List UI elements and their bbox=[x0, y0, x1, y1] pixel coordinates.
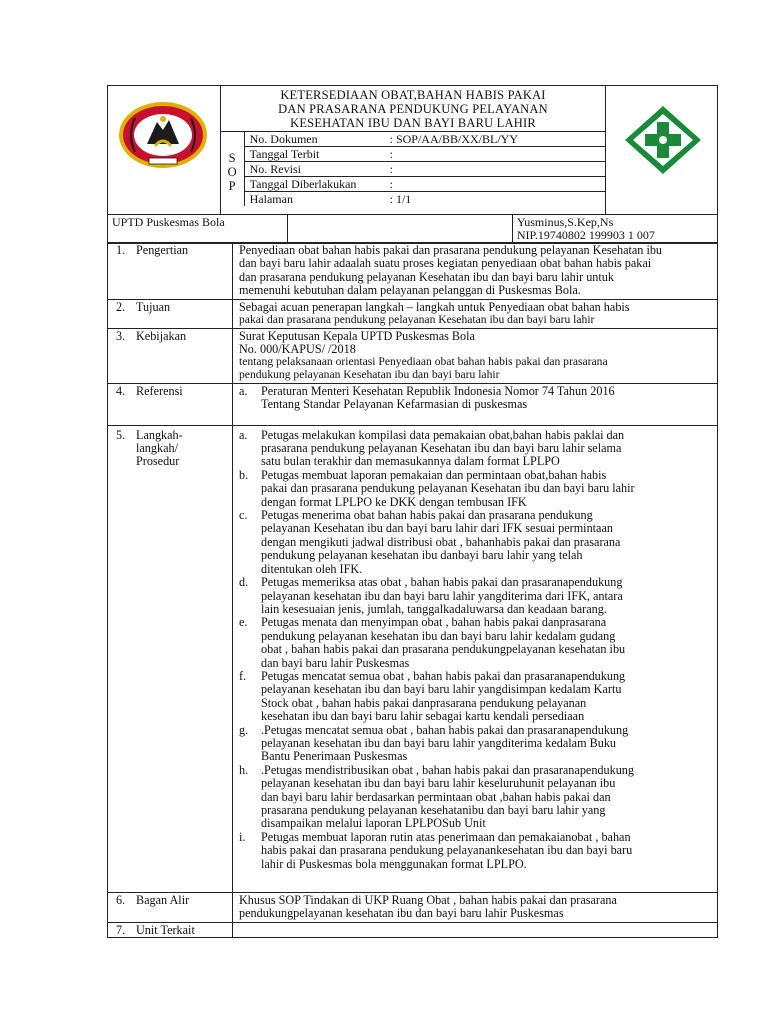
procedure-step bbox=[239, 670, 713, 724]
right-logo-cell bbox=[606, 86, 718, 215]
row-bagan-alir bbox=[108, 892, 718, 922]
section-label: Unit Terkait bbox=[136, 922, 195, 937]
sop-header-table bbox=[107, 85, 718, 215]
text-line: prasarana pendukung pelayanan Kesehatan ibu dan bayi baru lahir selama bbox=[261, 441, 622, 456]
list-marker: d. bbox=[239, 575, 249, 590]
procedure-step bbox=[239, 764, 713, 831]
section-number: 7. bbox=[116, 922, 126, 937]
text-line: lahir di Puskesmas bola menggunakan format LPLPO. bbox=[261, 856, 527, 871]
text-line: pendukung pelayanan Kesehatan ibu dan bayi baru lahir bbox=[239, 368, 500, 382]
blank-cell bbox=[288, 215, 513, 244]
section-label: Tujuan bbox=[136, 299, 171, 314]
kebijakan-content bbox=[233, 328, 718, 383]
pengertian-content bbox=[233, 243, 718, 300]
signer-name: Yusminus,S.Kep,Ns bbox=[516, 215, 614, 229]
text-line: pelayanan Kesehatan ibu dan bayi baru lahir dari IFK sesuai permintaan bbox=[261, 521, 613, 536]
section-label-cell bbox=[108, 328, 233, 383]
list-marker: a. bbox=[239, 383, 248, 398]
text-line: Peraturan Menteri Kesehatan Republik Indonesia Nomor 74 Tahun 2016 bbox=[261, 383, 615, 398]
text-line: dan bayi baru lahir adaalah suatu proses kegiatan penyediaan obat bahan habis pakai bbox=[239, 256, 652, 271]
section-number: 2. bbox=[116, 299, 126, 314]
title-line: KESEHATAN IBU DAN BAYI BARU LAHIR bbox=[290, 116, 536, 130]
field-value: : bbox=[389, 162, 393, 176]
field-no-dokumen bbox=[245, 132, 606, 147]
langkah-content bbox=[233, 425, 718, 892]
text-line: dan prasarana pendukung pelayanan Kesehatan ibu dan bayi baru lahir untuk bbox=[239, 269, 614, 284]
text-line: pakai dan prasarana pendukung pelayanan Kesehatan ibu dan bayi baru lahir bbox=[239, 313, 595, 327]
row-kebijakan bbox=[108, 328, 718, 383]
section-number: 3. bbox=[116, 328, 126, 343]
list-marker: h. bbox=[239, 762, 249, 777]
signer-cell bbox=[512, 215, 717, 244]
field-tanggal-diberlakukan bbox=[245, 177, 606, 192]
field-value: : SOP/AA/BB/XX/BL/YY bbox=[389, 132, 518, 146]
text-line: disampaikan melalui laporan LPLPOSub Unit bbox=[261, 816, 486, 831]
sop-info-block bbox=[221, 131, 606, 206]
referensi-list bbox=[239, 385, 713, 412]
field-label: No. Dokumen bbox=[249, 132, 318, 146]
section-label: Referensi bbox=[136, 383, 183, 398]
document-title bbox=[221, 86, 606, 130]
text-line: Stock obat , bahan habis pakai danprasarana pendukung pelayanan bbox=[261, 695, 587, 710]
text-line: kesehatan ibu dan bayi baru lahir sebagai kartu kendali persediaan bbox=[261, 709, 585, 724]
tujuan-content bbox=[233, 299, 718, 328]
text-line: tentang pelaksanaan orientasi Penyediaan obat bahan habis pakai dan prasarana bbox=[239, 355, 608, 369]
row-referensi bbox=[108, 383, 718, 425]
section-label-cell bbox=[108, 383, 233, 425]
row-tujuan bbox=[108, 299, 718, 328]
section-label-cell bbox=[108, 892, 233, 922]
text-line: satu bulan terakhir dan memasukannya dalam format LPLPO bbox=[261, 454, 560, 469]
text-line: Petugas membuat laporan pemakaian dan permintaan obat,bahan habis bbox=[261, 467, 607, 482]
text-line: dan bayi baru lahir Puskesmas bbox=[261, 655, 410, 670]
text-line: Petugas melakukan kompilasi data pemakaian obat,bahan habis paklai dan bbox=[261, 427, 625, 442]
sop-letter-p: P bbox=[228, 179, 236, 193]
text-line: pendukungpelayanan kesehatan ibu dan bayi baru lahir Puskesmas bbox=[239, 906, 564, 921]
procedure-step bbox=[239, 469, 713, 509]
sop-fields bbox=[245, 132, 606, 206]
section-label-cell bbox=[108, 243, 233, 300]
text-line: pelayanan kesehatan ibu dan bayi baru lahir yangditerima kedalam Buku bbox=[261, 735, 617, 750]
text-line: Tentang Standar Pelayanan Kefarmasian di puskesmas bbox=[261, 397, 528, 412]
bagan-alir-content bbox=[233, 892, 718, 922]
field-tanggal-terbit bbox=[245, 147, 606, 162]
unit-signer-row bbox=[107, 214, 718, 244]
text-line: .Petugas mendistribusikan obat , bahan habis pakai dan prasaranapendukung bbox=[261, 762, 634, 777]
text-line: Petugas menerima obat bahan habis pakai dan prasarana pendukung bbox=[261, 508, 593, 523]
procedure-step bbox=[239, 831, 713, 871]
text-line: Petugas membuat laporan rutin atas penerimaan dan pemakaianobat , bahan bbox=[261, 829, 631, 844]
section-label-cell bbox=[108, 922, 233, 937]
text-line: prasarana pendukung pelayanan kesehatanibu dan bayi baru lahir yang bbox=[261, 803, 606, 817]
row-langkah bbox=[108, 425, 718, 892]
text-line: obat , bahan habis pakai dan prasarana pendukungpelayanan kesehatan ibu bbox=[261, 642, 626, 657]
list-marker: e. bbox=[239, 615, 248, 630]
sop-letters bbox=[221, 132, 245, 206]
title-cell bbox=[220, 86, 606, 215]
section-number: 6. bbox=[116, 892, 126, 907]
field-value: : 1/1 bbox=[389, 192, 412, 206]
text-line: lain kesesuaian jenis, jumlah, tanggalkadaluwarsa dan keadaan barang. bbox=[261, 601, 607, 616]
referensi-content bbox=[233, 383, 718, 425]
left-logo-cell bbox=[108, 86, 221, 215]
text-line: Petugas mencatat semua obat , bahan habis pakai dan prasaranapendukung bbox=[261, 668, 626, 683]
text-line: pendukung pelayanan kesehatan ibu dan bayi baru lahir kedalam gudang bbox=[261, 628, 616, 643]
list-marker: f. bbox=[239, 668, 247, 683]
procedure-step bbox=[239, 724, 713, 764]
text-line: dengan mengikuti jadwal distribusi obat , bahanhabis pakai dan prasarana bbox=[261, 534, 621, 549]
row-unit-terkait bbox=[108, 922, 718, 937]
section-label-cell bbox=[108, 299, 233, 328]
text-line: habis pakai dan prasarana pendukung pelayanankesehatan ibu dan bayi baru bbox=[261, 843, 633, 858]
puskesmas-cross-icon bbox=[606, 86, 717, 178]
section-label: Kebijakan bbox=[136, 328, 187, 343]
text-line: Bantu Penerimaan Puskesmas bbox=[261, 749, 408, 764]
field-label: Tanggal Diberlakukan bbox=[249, 177, 357, 191]
text-line: pelayanan kesehatan ibu dan bayi baru lahir yangditerima dari IFK, antara bbox=[261, 588, 623, 603]
field-halaman bbox=[245, 192, 606, 206]
text-line: Surat Keputusan Kepala UPTD Puskesmas Bola bbox=[239, 328, 475, 343]
text-line: pelayanan kesehatan ibu dan bayi baru lahir keseluruhunit pelayanan ibu bbox=[261, 776, 616, 791]
list-item bbox=[239, 385, 713, 412]
field-value: : bbox=[389, 147, 393, 161]
langkah-list bbox=[239, 429, 713, 871]
list-marker: b. bbox=[239, 467, 249, 482]
sop-body-table bbox=[107, 242, 718, 938]
text-line: .Petugas mencatat semua obat , bahan habis pakai dan prasaranapendukung bbox=[261, 722, 629, 737]
regency-seal-icon bbox=[108, 86, 220, 170]
text-line: No. 000/KAPUS/ /2018 bbox=[239, 342, 356, 357]
section-label: langkah/ bbox=[136, 441, 178, 456]
text-line: dan bayi baru lahir berdasarkan permintaan obat ,bahan habis pakai dan bbox=[261, 789, 611, 804]
section-label: Bagan Alir bbox=[136, 892, 190, 907]
unit-name: UPTD Puskesmas Bola bbox=[112, 215, 225, 229]
text-line: Sebagai acuan penerapan langkah – langkah untuk Penyediaan obat bahan habis bbox=[239, 299, 630, 314]
text-line: Petugas memeriksa atas obat , bahan habis pakai dan prasaranapendukung bbox=[261, 575, 623, 590]
procedure-step bbox=[239, 616, 713, 670]
text-line: Petugas menata dan menyimpan obat , bahan habis pakai danprasarana bbox=[261, 615, 607, 630]
sop-letter-o: O bbox=[227, 165, 237, 179]
signer-nip: NIP.19740802 199903 1 007 bbox=[516, 228, 655, 242]
section-label: Pengertian bbox=[136, 243, 189, 257]
unit-terkait-content bbox=[233, 922, 718, 937]
section-label: Langkah- bbox=[136, 427, 183, 442]
text-line: Khusus SOP Tindakan di UKP Ruang Obat , bahan habis pakai dan prasarana bbox=[239, 892, 617, 907]
list-marker: a. bbox=[239, 427, 248, 442]
procedure-step bbox=[239, 429, 713, 469]
text-line: pakai dan prasarana pendukung pelayanan Kesehatan ibu dan bayi baru lahir bbox=[261, 481, 635, 496]
list-marker: c. bbox=[239, 508, 248, 523]
row-pengertian bbox=[108, 243, 718, 300]
text-line: ditentukan oleh IFK. bbox=[261, 561, 363, 576]
text-line: memenuhi kebutuhan dalam pelayanan pelanggan di Puskesmas Bola. bbox=[239, 283, 581, 298]
field-label: Halaman bbox=[249, 192, 293, 206]
text-line: dengan format LPLPO ke DKK dengan tembusan IFK bbox=[261, 494, 527, 509]
section-label-cell bbox=[108, 425, 233, 892]
field-label: No. Revisi bbox=[249, 162, 301, 176]
text-line: pendukung pelayanan kesehatan ibu danbayi baru lahir yang telah bbox=[261, 548, 583, 563]
procedure-step bbox=[239, 576, 713, 616]
list-marker: g. bbox=[239, 722, 249, 737]
title-line: DAN PRASARANA PENDUKUNG PELAYANAN bbox=[278, 102, 548, 116]
list-marker: i. bbox=[239, 829, 246, 844]
section-number: 1. bbox=[116, 243, 126, 257]
section-number: 5. bbox=[116, 427, 126, 442]
section-number: 4. bbox=[116, 383, 126, 398]
field-value: : bbox=[389, 177, 393, 191]
field-label: Tanggal Terbit bbox=[249, 147, 320, 161]
text-line: pelayanan kesehatan ibu dan bayi baru lahir yangdisimpan kedalam Kartu bbox=[261, 682, 622, 697]
field-no-revisi bbox=[245, 162, 606, 177]
section-label: Prosedur bbox=[136, 454, 180, 469]
title-line: KETERSEDIAAN OBAT,BAHAN HABIS PAKAI bbox=[280, 88, 546, 102]
procedure-step bbox=[239, 509, 713, 576]
sop-letter-s: S bbox=[228, 151, 236, 165]
unit-cell bbox=[108, 215, 288, 244]
text-line: Penyediaan obat bahan habis pakai dan prasarana pendukung pelayanan Kesehatan ibu bbox=[239, 243, 663, 257]
